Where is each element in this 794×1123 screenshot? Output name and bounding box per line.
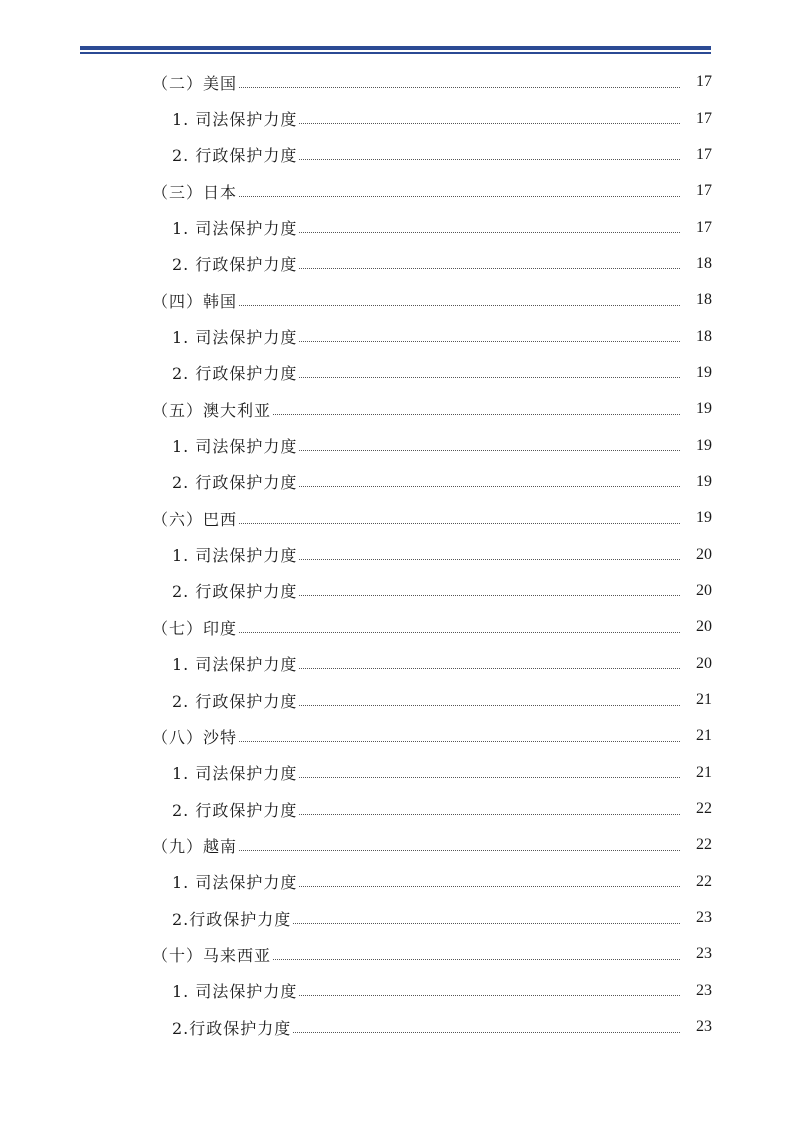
header-rule-thin xyxy=(80,52,711,54)
toc-dot-leader xyxy=(239,632,680,633)
toc-section-entry[interactable] xyxy=(0,500,794,536)
toc-page-number: 17 xyxy=(696,218,712,236)
toc-entry-label: 2. 行政保护力度 xyxy=(172,473,298,493)
toc-entry-label: 1. 司法保护力度 xyxy=(172,219,298,239)
toc-dot-leader xyxy=(239,741,680,742)
toc-page-number: 22 xyxy=(696,800,712,818)
toc-dot-leader xyxy=(299,486,680,487)
toc-entry-label: （二）美国 xyxy=(152,73,238,93)
toc-entry-label: 1. 司法保护力度 xyxy=(172,655,298,675)
toc-dot-leader xyxy=(299,268,680,269)
toc-page-number: 17 xyxy=(696,145,712,163)
toc-entry-label: 2. 行政保护力度 xyxy=(172,691,298,711)
toc-entry-label: （六）巴西 xyxy=(152,509,238,529)
toc-dot-leader xyxy=(299,814,680,815)
toc-entry-label: 1. 司法保护力度 xyxy=(172,546,298,566)
toc-entry-label: 2.行政保护力度 xyxy=(172,1018,292,1038)
toc-dot-leader xyxy=(299,995,680,996)
toc-subsection-entry[interactable] xyxy=(0,573,794,609)
toc-entry-label: （四）韩国 xyxy=(152,291,238,311)
toc-entry-label: 1. 司法保护力度 xyxy=(172,873,298,893)
toc-page-number: 18 xyxy=(696,254,712,272)
toc-page-number: 18 xyxy=(696,291,712,309)
toc-subsection-entry[interactable] xyxy=(0,973,794,1009)
toc-subsection-entry[interactable] xyxy=(0,355,794,391)
toc-page-number: 19 xyxy=(696,509,712,527)
toc-subsection-entry[interactable] xyxy=(0,682,794,718)
toc-section-entry[interactable] xyxy=(0,173,794,209)
toc-dot-leader xyxy=(299,341,680,342)
toc-entry-label: （五）澳大利亚 xyxy=(152,400,272,420)
toc-dot-leader xyxy=(293,923,680,924)
toc-page-number: 23 xyxy=(696,909,712,927)
toc-dot-leader xyxy=(299,668,680,669)
header-rule xyxy=(80,46,711,54)
toc-dot-leader xyxy=(299,705,680,706)
toc-section-entry[interactable] xyxy=(0,827,794,863)
toc-page-number: 19 xyxy=(696,436,712,454)
toc-subsection-entry[interactable] xyxy=(0,791,794,827)
toc-page-number: 17 xyxy=(696,73,712,91)
toc-page-number: 20 xyxy=(696,618,712,636)
toc-page-number: 23 xyxy=(696,981,712,999)
toc-page-number: 17 xyxy=(696,109,712,127)
toc-page-number: 19 xyxy=(696,472,712,490)
toc-section-entry[interactable] xyxy=(0,718,794,754)
toc-page-number: 22 xyxy=(696,836,712,854)
toc-page-number: 19 xyxy=(696,400,712,418)
toc-dot-leader xyxy=(273,959,680,960)
toc-page-number: 21 xyxy=(696,727,712,745)
toc-page-number: 17 xyxy=(696,182,712,200)
toc-subsection-entry[interactable] xyxy=(0,755,794,791)
toc-dot-leader xyxy=(293,1032,680,1033)
toc-dot-leader xyxy=(299,777,680,778)
toc-page-number: 23 xyxy=(696,1018,712,1036)
toc-page-number: 21 xyxy=(696,691,712,709)
toc-entry-label: 2.行政保护力度 xyxy=(172,909,292,929)
toc-page-number: 21 xyxy=(696,763,712,781)
toc-entry-label: 1. 司法保护力度 xyxy=(172,437,298,457)
toc-dot-leader xyxy=(299,232,680,233)
toc-entry-label: 2. 行政保护力度 xyxy=(172,582,298,602)
toc-dot-leader xyxy=(299,886,680,887)
toc-entry-label: 2. 行政保护力度 xyxy=(172,146,298,166)
toc-dot-leader xyxy=(239,87,680,88)
toc-entry-label: 2. 行政保护力度 xyxy=(172,255,298,275)
toc-subsection-entry[interactable] xyxy=(0,646,794,682)
toc-entry-label: （九）越南 xyxy=(152,836,238,856)
toc-entry-label: （十）马来西亚 xyxy=(152,945,272,965)
toc-dot-leader xyxy=(239,850,680,851)
toc-dot-leader xyxy=(239,523,680,524)
toc-entry-label: 1. 司法保护力度 xyxy=(172,764,298,784)
toc-dot-leader xyxy=(299,123,680,124)
table-of-contents xyxy=(0,64,794,1045)
toc-page-number: 20 xyxy=(696,581,712,599)
toc-page-number: 18 xyxy=(696,327,712,345)
toc-page-number: 20 xyxy=(696,545,712,563)
toc-dot-leader xyxy=(239,305,680,306)
toc-section-entry[interactable] xyxy=(0,391,794,427)
toc-entry-label: 1. 司法保护力度 xyxy=(172,328,298,348)
toc-subsection-entry[interactable] xyxy=(0,864,794,900)
toc-subsection-entry[interactable] xyxy=(0,246,794,282)
toc-section-entry[interactable] xyxy=(0,282,794,318)
toc-subsection-entry[interactable] xyxy=(0,137,794,173)
toc-section-entry[interactable] xyxy=(0,64,794,100)
toc-entry-label: 2. 行政保护力度 xyxy=(172,364,298,384)
toc-page-number: 22 xyxy=(696,872,712,890)
toc-entry-label: （七）印度 xyxy=(152,618,238,638)
toc-page-number: 19 xyxy=(696,363,712,381)
toc-page-number: 23 xyxy=(696,945,712,963)
toc-dot-leader xyxy=(299,159,680,160)
toc-dot-leader xyxy=(299,559,680,560)
toc-subsection-entry[interactable] xyxy=(0,536,794,572)
toc-section-entry[interactable] xyxy=(0,609,794,645)
toc-subsection-entry[interactable] xyxy=(0,1009,794,1045)
toc-section-entry[interactable] xyxy=(0,936,794,972)
toc-page-number: 20 xyxy=(696,654,712,672)
toc-subsection-entry[interactable] xyxy=(0,464,794,500)
toc-entry-label: 2. 行政保护力度 xyxy=(172,800,298,820)
toc-subsection-entry[interactable] xyxy=(0,318,794,354)
toc-entry-label: （八）沙特 xyxy=(152,727,238,747)
toc-entry-label: 1. 司法保护力度 xyxy=(172,110,298,130)
toc-subsection-entry[interactable] xyxy=(0,900,794,936)
toc-subsection-entry[interactable] xyxy=(0,427,794,463)
toc-dot-leader xyxy=(299,377,680,378)
toc-entry-label: （三）日本 xyxy=(152,182,238,202)
toc-dot-leader xyxy=(239,196,680,197)
toc-entry-label: 1. 司法保护力度 xyxy=(172,982,298,1002)
toc-dot-leader xyxy=(273,414,680,415)
toc-dot-leader xyxy=(299,450,680,451)
toc-subsection-entry[interactable] xyxy=(0,209,794,245)
toc-subsection-entry[interactable] xyxy=(0,100,794,136)
toc-dot-leader xyxy=(299,595,680,596)
